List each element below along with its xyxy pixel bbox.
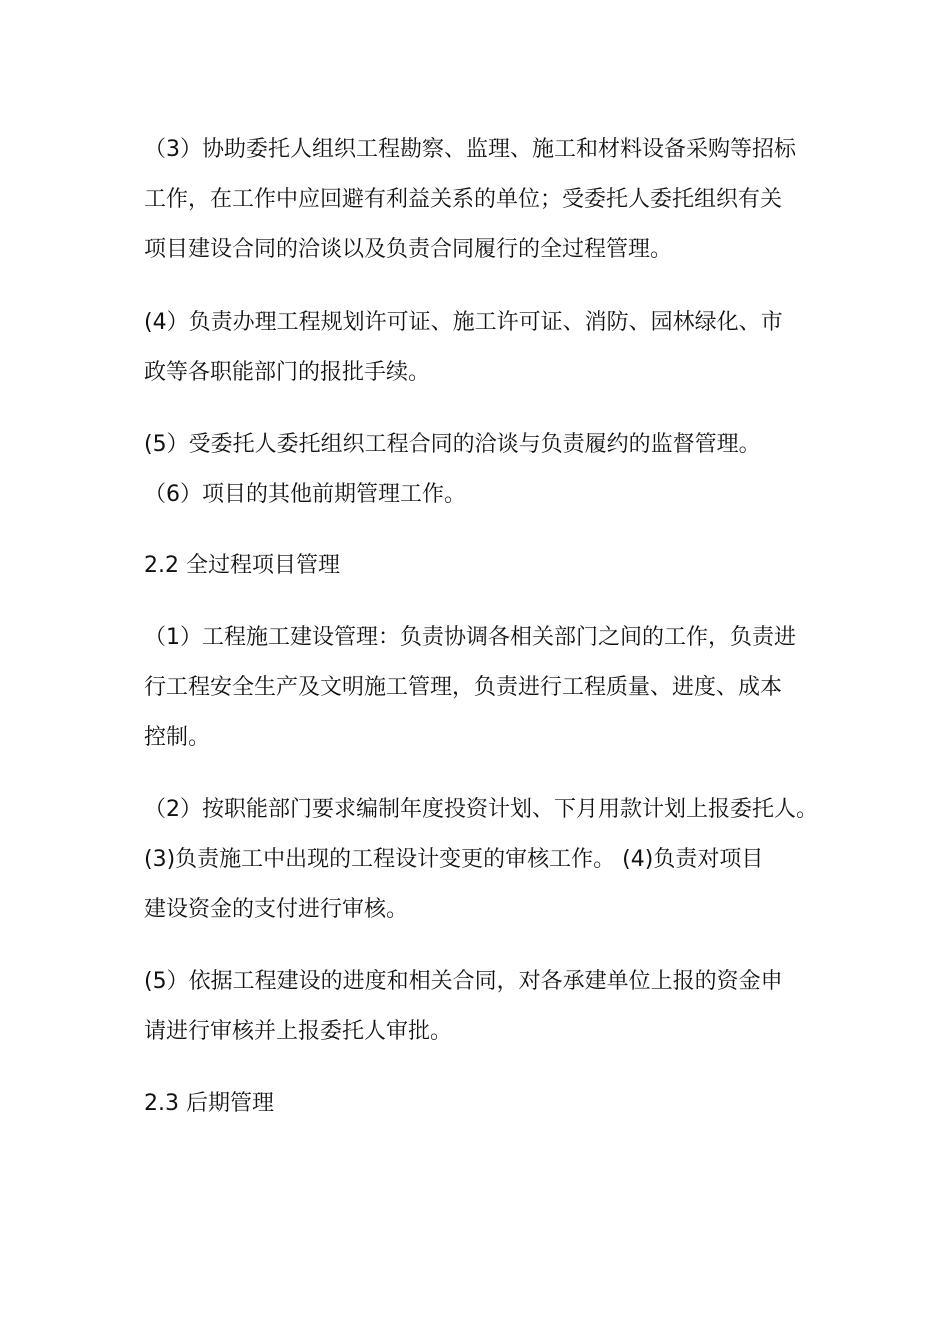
section-heading: 2.2 全过程项目管理 (144, 553, 340, 578)
section-heading: 2.3 后期管理 (144, 1091, 274, 1116)
paragraph-line: （6）项目的其他前期管理工作。 (144, 482, 466, 507)
paragraph-line: 政等各职能部门的报批手续。 (144, 360, 431, 385)
paragraph-line: 控制。 (144, 725, 211, 750)
paragraph-line: （1）工程施工建设管理：负责协调各相关部门之间的工作，负责进 (144, 625, 796, 650)
paragraph-line: 行工程安全生产及文明施工管理，负责进行工程质量、进度、成本 (144, 675, 783, 700)
paragraph-line: (5）受委托人委托组织工程合同的洽谈与负责履约的监督管理。 (144, 432, 761, 457)
paragraph-line: (5）依据工程建设的进度和相关合同，对各承建单位上报的资金申 (144, 969, 783, 994)
paragraph-line: (4）负责办理工程规划许可证、施工许可证、消防、园林绿化、市 (144, 310, 783, 335)
paragraph-line: 请进行审核并上报委托人审批。 (144, 1019, 453, 1044)
paragraph-line: （3）协助委托人组织工程勘察、监理、施工和材料设备采购等招标 (144, 137, 796, 162)
paragraph-line: 建设资金的支付进行审核。 (144, 897, 409, 922)
paragraph-line: 项目建设合同的洽谈以及负责合同履行的全过程管理。 (144, 237, 673, 262)
paragraph-line: (3)负责施工中出现的工程设计变更的审核工作。 (4)负责对项目 (144, 847, 764, 872)
paragraph-line: 工作，在工作中应回避有利益关系的单位；受委托人委托组织有关 (144, 187, 783, 212)
paragraph-line: （2）按职能部门要求编制年度投资计划、下月用款计划上报委托人。 (144, 797, 818, 822)
